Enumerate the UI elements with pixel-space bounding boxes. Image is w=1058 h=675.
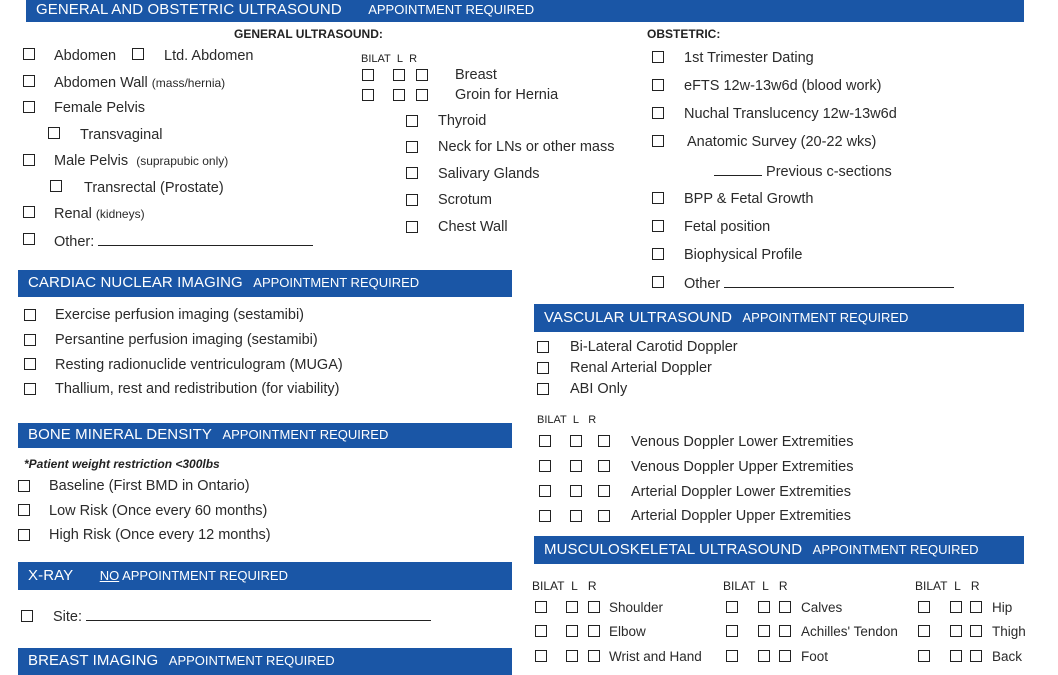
label-vasc-row2: Venous Doppler Upper Extremities	[631, 459, 854, 475]
checkbox-msk-achilles-r[interactable]	[779, 625, 791, 637]
section-subtitle: APPOINTMENT REQUIRED	[168, 653, 335, 668]
r-label: R	[778, 579, 788, 593]
label-transrectal: Transrectal (Prostate)	[84, 180, 224, 196]
previous-c-text: Previous c-sections	[766, 164, 892, 180]
checkbox-vasc-3[interactable]	[537, 383, 549, 395]
label-msk-back: Back	[992, 649, 1023, 664]
checkbox-msk-shoulder-l[interactable]	[566, 601, 578, 613]
checkbox-salivary[interactable]	[406, 167, 418, 179]
checkbox-vasc-2[interactable]	[537, 362, 549, 374]
checkbox-ob-2[interactable]	[652, 79, 664, 91]
label-cardiac-2: Persantine perfusion imaging (sestamibi)	[55, 332, 318, 348]
checkbox-ob-5[interactable]	[652, 192, 664, 204]
checkbox-ob-other[interactable]	[652, 276, 664, 288]
msk-bilat-header-2	[723, 579, 788, 593]
male-pelvis-note: (suprapubic only)	[136, 154, 229, 168]
checkbox-vasc-row1-bilat[interactable]	[539, 435, 551, 447]
checkbox-msk-thigh-bilat[interactable]	[918, 625, 930, 637]
checkbox-breast-l[interactable]	[393, 69, 405, 81]
checkbox-chest-wall[interactable]	[406, 221, 418, 233]
label-thyroid: Thyroid	[438, 113, 487, 129]
label-msk-calves: Calves	[801, 600, 843, 615]
checkbox-msk-shoulder-r[interactable]	[588, 601, 600, 613]
label-vasc-1: Bi-Lateral Carotid Doppler	[570, 339, 738, 355]
l-label: L	[572, 414, 580, 426]
label-vasc-row3: Arterial Doppler Lower Extremities	[631, 484, 851, 500]
checkbox-renal[interactable]	[23, 206, 35, 218]
section-title: BONE MINERAL DENSITY	[28, 426, 212, 443]
section-subtitle: APPOINTMENT REQUIRED	[742, 310, 909, 325]
bilat-label: BILAT	[537, 414, 567, 426]
l-label: L	[396, 53, 404, 65]
checkbox-msk-wrist-l[interactable]	[566, 650, 578, 662]
checkbox-neck[interactable]	[406, 141, 418, 153]
r-label: R	[409, 53, 418, 65]
label-groin: Groin for Hernia	[455, 87, 559, 103]
checkbox-other[interactable]	[23, 233, 35, 245]
checkbox-msk-calves-l[interactable]	[758, 601, 770, 613]
section-subtitle: APPOINTMENT REQUIRED	[253, 275, 420, 290]
checkbox-msk-hip-r[interactable]	[970, 601, 982, 613]
label-neck: Neck for LNs or other mass	[438, 139, 615, 155]
abdomen-wall-note: (mass/hernia)	[151, 76, 226, 90]
label-ob-7: Biophysical Profile	[684, 247, 803, 263]
r-label: R	[588, 414, 597, 426]
checkbox-vasc-row4-l[interactable]	[570, 510, 582, 522]
label-cardiac-1: Exercise perfusion imaging (sestamibi)	[55, 307, 305, 323]
checkbox-ob-4[interactable]	[652, 135, 664, 147]
l-label: L	[954, 579, 961, 593]
checkbox-msk-achilles-l[interactable]	[758, 625, 770, 637]
label-msk-foot: Foot	[801, 649, 829, 664]
checkbox-vasc-row2-l[interactable]	[570, 460, 582, 472]
checkbox-ob-3[interactable]	[652, 107, 664, 119]
checkbox-cardiac-3[interactable]	[24, 358, 36, 370]
l-label: L	[762, 579, 769, 593]
label-ob-4: Anatomic Survey (20-22 wks)	[687, 134, 877, 150]
checkbox-bone-3[interactable]	[18, 529, 30, 541]
checkbox-groin-l[interactable]	[393, 89, 405, 101]
label-bone-2: Low Risk (Once every 60 months)	[49, 503, 268, 519]
previous-c-input-line[interactable]	[714, 163, 762, 176]
checkbox-msk-hip-bilat[interactable]	[918, 601, 930, 613]
msk-header	[534, 536, 1024, 564]
checkbox-vasc-row3-l[interactable]	[570, 485, 582, 497]
checkbox-msk-elbow-l[interactable]	[566, 625, 578, 637]
checkbox-bone-1[interactable]	[18, 480, 30, 492]
vascular-header	[534, 304, 1024, 332]
checkbox-cardiac-4[interactable]	[24, 383, 36, 395]
other-text: Other:	[54, 234, 95, 250]
section-title: CARDIAC NUCLEAR IMAGING	[28, 274, 243, 291]
checkbox-vasc-row2-r[interactable]	[598, 460, 610, 472]
section-title: MUSCULOSKELETAL ULTRASOUND	[544, 541, 803, 558]
checkbox-msk-foot-bilat[interactable]	[726, 650, 738, 662]
label-ltd-abdomen: Ltd. Abdomen	[164, 48, 254, 64]
label-renal	[54, 206, 145, 222]
bone-weight-note: *Patient weight restriction <300lbs	[24, 457, 220, 471]
checkbox-msk-back-l[interactable]	[950, 650, 962, 662]
checkbox-bone-2[interactable]	[18, 504, 30, 516]
label-bone-1: Baseline (First BMD in Ontario)	[49, 478, 250, 494]
checkbox-msk-thigh-r[interactable]	[970, 625, 982, 637]
label-ob-3: Nuchal Translucency 12w-13w6d	[684, 106, 897, 122]
checkbox-thyroid[interactable]	[406, 115, 418, 127]
label-vasc-row4: Arterial Doppler Upper Extremities	[631, 508, 851, 524]
label-abdomen-wall	[54, 75, 225, 91]
checkbox-groin-bilat[interactable]	[362, 89, 374, 101]
section-title: GENERAL AND OBSTETRIC ULTRASOUND	[36, 1, 342, 18]
label-ob-1: 1st Trimester Dating	[684, 50, 814, 66]
xray-site-input-line[interactable]	[86, 608, 431, 621]
general-obstetric-header	[26, 0, 1024, 22]
checkbox-breast-r[interactable]	[416, 69, 428, 81]
checkbox-ob-6[interactable]	[652, 220, 664, 232]
checkbox-xray-site[interactable]	[21, 610, 33, 622]
checkbox-vasc-row2-bilat[interactable]	[539, 460, 551, 472]
bilat-label: BILAT	[723, 579, 756, 593]
renal-note: (kidneys)	[95, 207, 145, 221]
section-title: X-RAY	[28, 567, 74, 584]
checkbox-msk-achilles-bilat[interactable]	[726, 625, 738, 637]
checkbox-msk-foot-r[interactable]	[779, 650, 791, 662]
checkbox-msk-thigh-l[interactable]	[950, 625, 962, 637]
label-msk-wrist: Wrist and Hand	[609, 649, 702, 664]
label-scrotum: Scrotum	[438, 192, 492, 208]
bilat-label: BILAT	[915, 579, 948, 593]
checkbox-vasc-row4-r[interactable]	[598, 510, 610, 522]
label-abdomen: Abdomen	[54, 48, 117, 64]
ob-other-input-line[interactable]	[724, 275, 954, 288]
label-other	[54, 233, 313, 250]
label-ob-5: BPP & Fetal Growth	[684, 191, 814, 207]
section-subtitle: APPOINTMENT REQUIRED	[222, 427, 389, 442]
label-msk-elbow: Elbow	[609, 624, 646, 639]
label-transvaginal: Transvaginal	[80, 127, 163, 143]
section-title: VASCULAR ULTRASOUND	[544, 309, 733, 326]
label-chest-wall: Chest Wall	[438, 219, 508, 235]
bone-header	[18, 423, 512, 448]
checkbox-vasc-row4-bilat[interactable]	[539, 510, 551, 522]
label-vasc-2: Renal Arterial Doppler	[570, 360, 712, 376]
checkbox-vasc-row1-l[interactable]	[570, 435, 582, 447]
checkbox-abdomen[interactable]	[23, 48, 35, 60]
xray-sub-text: APPOINTMENT REQUIRED	[122, 568, 288, 583]
checkbox-ltd-abdomen[interactable]	[132, 48, 144, 60]
section-subtitle	[100, 568, 288, 583]
renal-text: Renal	[54, 206, 92, 222]
label-xray-site	[53, 608, 431, 625]
checkbox-msk-hip-l[interactable]	[950, 601, 962, 613]
label-bone-3: High Risk (Once every 12 months)	[49, 527, 271, 543]
checkbox-abdomen-wall[interactable]	[23, 75, 35, 87]
xray-no: NO	[99, 568, 120, 583]
checkbox-male-pelvis[interactable]	[23, 154, 35, 166]
cardiac-header	[18, 270, 512, 297]
ob-other-text: Other	[684, 276, 721, 292]
xray-site-text: Site:	[53, 609, 83, 625]
checkbox-breast-bilat[interactable]	[362, 69, 374, 81]
checkbox-msk-calves-bilat[interactable]	[726, 601, 738, 613]
section-subtitle: APPOINTMENT REQUIRED	[812, 542, 979, 557]
checkbox-groin-r[interactable]	[416, 89, 428, 101]
checkbox-female-pelvis[interactable]	[23, 101, 35, 113]
checkbox-msk-calves-r[interactable]	[779, 601, 791, 613]
other-input-line[interactable]	[98, 233, 313, 246]
checkbox-cardiac-2[interactable]	[24, 334, 36, 346]
label-ob-6: Fetal position	[684, 219, 771, 235]
checkbox-transrectal[interactable]	[50, 180, 62, 192]
xray-header	[18, 562, 512, 590]
label-ob-2: eFTS 12w-13w6d (blood work)	[684, 78, 882, 94]
label-female-pelvis: Female Pelvis	[54, 100, 146, 116]
label-cardiac-3: Resting radionuclide ventriculogram (MUGA)	[55, 357, 343, 373]
abdomen-wall-text: Abdomen Wall	[54, 75, 148, 91]
bilat-label: BILAT	[532, 579, 565, 593]
checkbox-msk-foot-l[interactable]	[758, 650, 770, 662]
checkbox-msk-elbow-r[interactable]	[588, 625, 600, 637]
checkbox-msk-elbow-bilat[interactable]	[535, 625, 547, 637]
bilat-header	[361, 53, 417, 65]
checkbox-ob-1[interactable]	[652, 51, 664, 63]
r-label: R	[587, 579, 597, 593]
label-msk-thigh: Thigh	[992, 624, 1026, 639]
checkbox-msk-back-r[interactable]	[970, 650, 982, 662]
checkbox-transvaginal[interactable]	[48, 127, 60, 139]
label-vasc-3: ABI Only	[570, 381, 628, 397]
checkbox-msk-back-bilat[interactable]	[918, 650, 930, 662]
label-msk-shoulder: Shoulder	[609, 600, 664, 615]
male-pelvis-text: Male Pelvis	[54, 153, 129, 169]
checkbox-vasc-row3-bilat[interactable]	[539, 485, 551, 497]
checkbox-msk-wrist-r[interactable]	[588, 650, 600, 662]
msk-bilat-header-3	[915, 579, 980, 593]
label-breast: Breast	[455, 67, 497, 83]
checkbox-vasc-row3-r[interactable]	[598, 485, 610, 497]
section-title: BREAST IMAGING	[28, 652, 159, 669]
l-label: L	[571, 579, 578, 593]
label-ob-other	[684, 275, 954, 292]
vasc-bilat-header	[537, 414, 596, 426]
checkbox-vasc-1[interactable]	[537, 341, 549, 353]
bilat-label: BILAT	[361, 53, 391, 65]
checkbox-msk-shoulder-bilat[interactable]	[535, 601, 547, 613]
msk-bilat-header-1	[532, 579, 597, 593]
checkbox-ob-7[interactable]	[652, 248, 664, 260]
section-subtitle: APPOINTMENT REQUIRED	[368, 2, 535, 17]
checkbox-msk-wrist-bilat[interactable]	[535, 650, 547, 662]
checkbox-scrotum[interactable]	[406, 194, 418, 206]
label-male-pelvis	[54, 153, 228, 169]
label-vasc-row1: Venous Doppler Lower Extremities	[631, 434, 854, 450]
breast-header	[18, 648, 512, 675]
r-label: R	[970, 579, 980, 593]
label-msk-hip: Hip	[992, 600, 1013, 615]
previous-c-sections	[714, 163, 892, 180]
general-ultrasound-title: GENERAL ULTRASOUND:	[234, 27, 383, 41]
label-cardiac-4: Thallium, rest and redistribution (for viability)	[55, 381, 340, 397]
checkbox-cardiac-1[interactable]	[24, 309, 36, 321]
label-msk-achilles: Achilles' Tendon	[801, 624, 898, 639]
label-salivary: Salivary Glands	[438, 166, 540, 182]
obstetric-title: OBSTETRIC:	[647, 27, 721, 41]
checkbox-vasc-row1-r[interactable]	[598, 435, 610, 447]
